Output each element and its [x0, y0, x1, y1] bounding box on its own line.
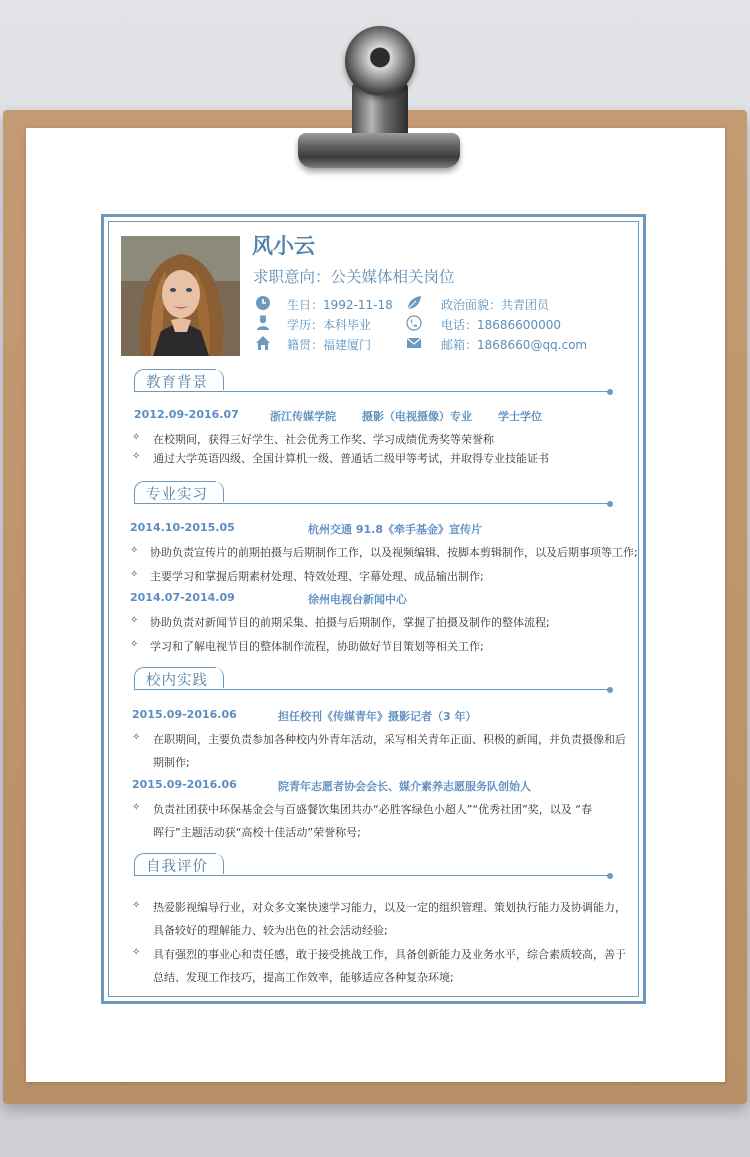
bullet-icon: ✧ — [130, 545, 139, 556]
binder-clip-base — [298, 133, 460, 168]
list-item-continued: 期制作; — [153, 756, 190, 769]
campus-role: 院青年志愿者协会会长、媒介素养志愿服务队创始人 — [278, 780, 531, 793]
section-header-self-evaluation — [134, 853, 216, 876]
section-title: 专业实习 — [146, 487, 208, 503]
job-intention: 求职意向：公关媒体相关岗位 — [253, 268, 455, 286]
section-header-internship — [134, 481, 216, 504]
education-date: 2012.09-2016.07 — [134, 408, 239, 421]
list-item-continued: 晖行”主题活动获“高校十佳活动”荣誉称号; — [153, 826, 361, 839]
bullet-icon: ✧ — [132, 900, 141, 911]
phone-icon — [406, 315, 422, 331]
education-degree: 学士学位 — [498, 410, 542, 423]
section-divider — [134, 689, 610, 690]
section-header-campus — [134, 667, 216, 690]
internship-org: 徐州电视台新闻中心 — [308, 593, 407, 606]
bullet-icon: ✧ — [132, 432, 141, 443]
bullet-icon: ✧ — [132, 451, 141, 462]
internship-date: 2014.10-2015.05 — [130, 521, 235, 534]
bullet-icon: ✧ — [132, 802, 141, 813]
list-item: 负责社团获中环保基金会与百盛餐饮集团共办“必胜客绿色小超人”“优秀社团”奖，以及 “春 — [153, 803, 592, 816]
clock-icon — [255, 295, 271, 311]
list-item-continued: 总结、发现工作技巧，提高工作效率，能够适应各种复杂环境; — [153, 971, 454, 984]
mail-icon — [406, 335, 422, 351]
bullet-icon: ✧ — [130, 639, 139, 650]
phone-text: 电话：18686600000 — [441, 318, 561, 332]
birthday-text: 生日：1992-11-18 — [287, 298, 393, 312]
hometown-text: 籍贯：福建厦门 — [287, 338, 372, 352]
section-title: 自我评价 — [146, 859, 208, 875]
section-title: 校内实践 — [146, 673, 208, 689]
list-item: 具有强烈的事业心和责任感，敢于接受挑战工作，具备创新能力及业务水平，综合素质较高，善于 — [153, 948, 626, 961]
section-divider — [134, 503, 610, 504]
political-status-text: 政治面貌：共青团员 — [441, 298, 550, 312]
section-divider-dot — [607, 501, 613, 507]
list-item-continued: 具备较好的理解能力、较为出色的社会活动经验; — [153, 924, 388, 937]
leaf-icon — [406, 295, 422, 311]
list-item: 热爱影视编导行业，对众多文案快速学习能力，以及一定的组织管理、策划执行能力及协调能力， — [153, 901, 626, 914]
email-text: 邮箱：1868660@qq.com — [441, 338, 588, 352]
list-item: 在校期间，获得三好学生、社会优秀工作奖、学习成绩优秀奖等荣誉称 — [153, 433, 494, 446]
education-text: 学历：本科毕业 — [287, 318, 372, 332]
section-header-education — [134, 369, 216, 392]
section-title: 教育背景 — [146, 375, 208, 391]
list-item: 学习和了解电视节目的整体制作流程，协助做好节目策划等相关工作; — [150, 640, 484, 653]
section-divider-dot — [607, 389, 613, 395]
bullet-icon: ✧ — [130, 569, 139, 580]
binder-clip-ring — [345, 26, 415, 96]
education-school: 浙江传媒学院 — [270, 410, 336, 423]
bullet-icon: ✧ — [130, 615, 139, 626]
internship-org: 杭州交通 91.8《牵手基金》宣传片 — [308, 523, 482, 536]
section-divider-dot — [607, 873, 613, 879]
section-divider — [134, 875, 610, 876]
list-item: 主要学习和掌握后期素材处理、特效处理、字幕处理、成品输出制作; — [150, 570, 484, 583]
internship-date: 2014.07-2014.09 — [130, 591, 235, 604]
bullet-icon: ✧ — [132, 947, 141, 958]
home-icon — [255, 335, 271, 351]
candidate-name: 风小云 — [252, 234, 315, 258]
graduate-icon — [255, 315, 271, 331]
list-item: 通过大学英语四级、全国计算机一级、普通话二级甲等考试，并取得专业技能证书 — [153, 452, 549, 465]
section-divider — [134, 391, 610, 392]
education-major: 摄影（电视摄像）专业 — [362, 410, 472, 423]
list-item: 协助负责对新闻节目的前期采集、拍摄与后期制作，掌握了拍摄及制作的整体流程; — [150, 616, 550, 629]
campus-date: 2015.09-2016.06 — [132, 778, 237, 791]
campus-role: 担任校刊《传媒青年》摄影记者（3 年） — [278, 710, 477, 723]
campus-date: 2015.09-2016.06 — [132, 708, 237, 721]
list-item: 在职期间，主要负责参加各种校内外青年活动，采写相关青年正面、积极的新闻，并负责摄像和后 — [153, 733, 626, 746]
profile-photo — [121, 236, 240, 356]
section-divider-dot — [607, 687, 613, 693]
list-item: 协助负责宣传片的前期拍摄与后期制作工作，以及视频编辑、按脚本剪辑制作，以及后期事项等工作; — [150, 546, 638, 559]
bullet-icon: ✧ — [132, 732, 141, 743]
